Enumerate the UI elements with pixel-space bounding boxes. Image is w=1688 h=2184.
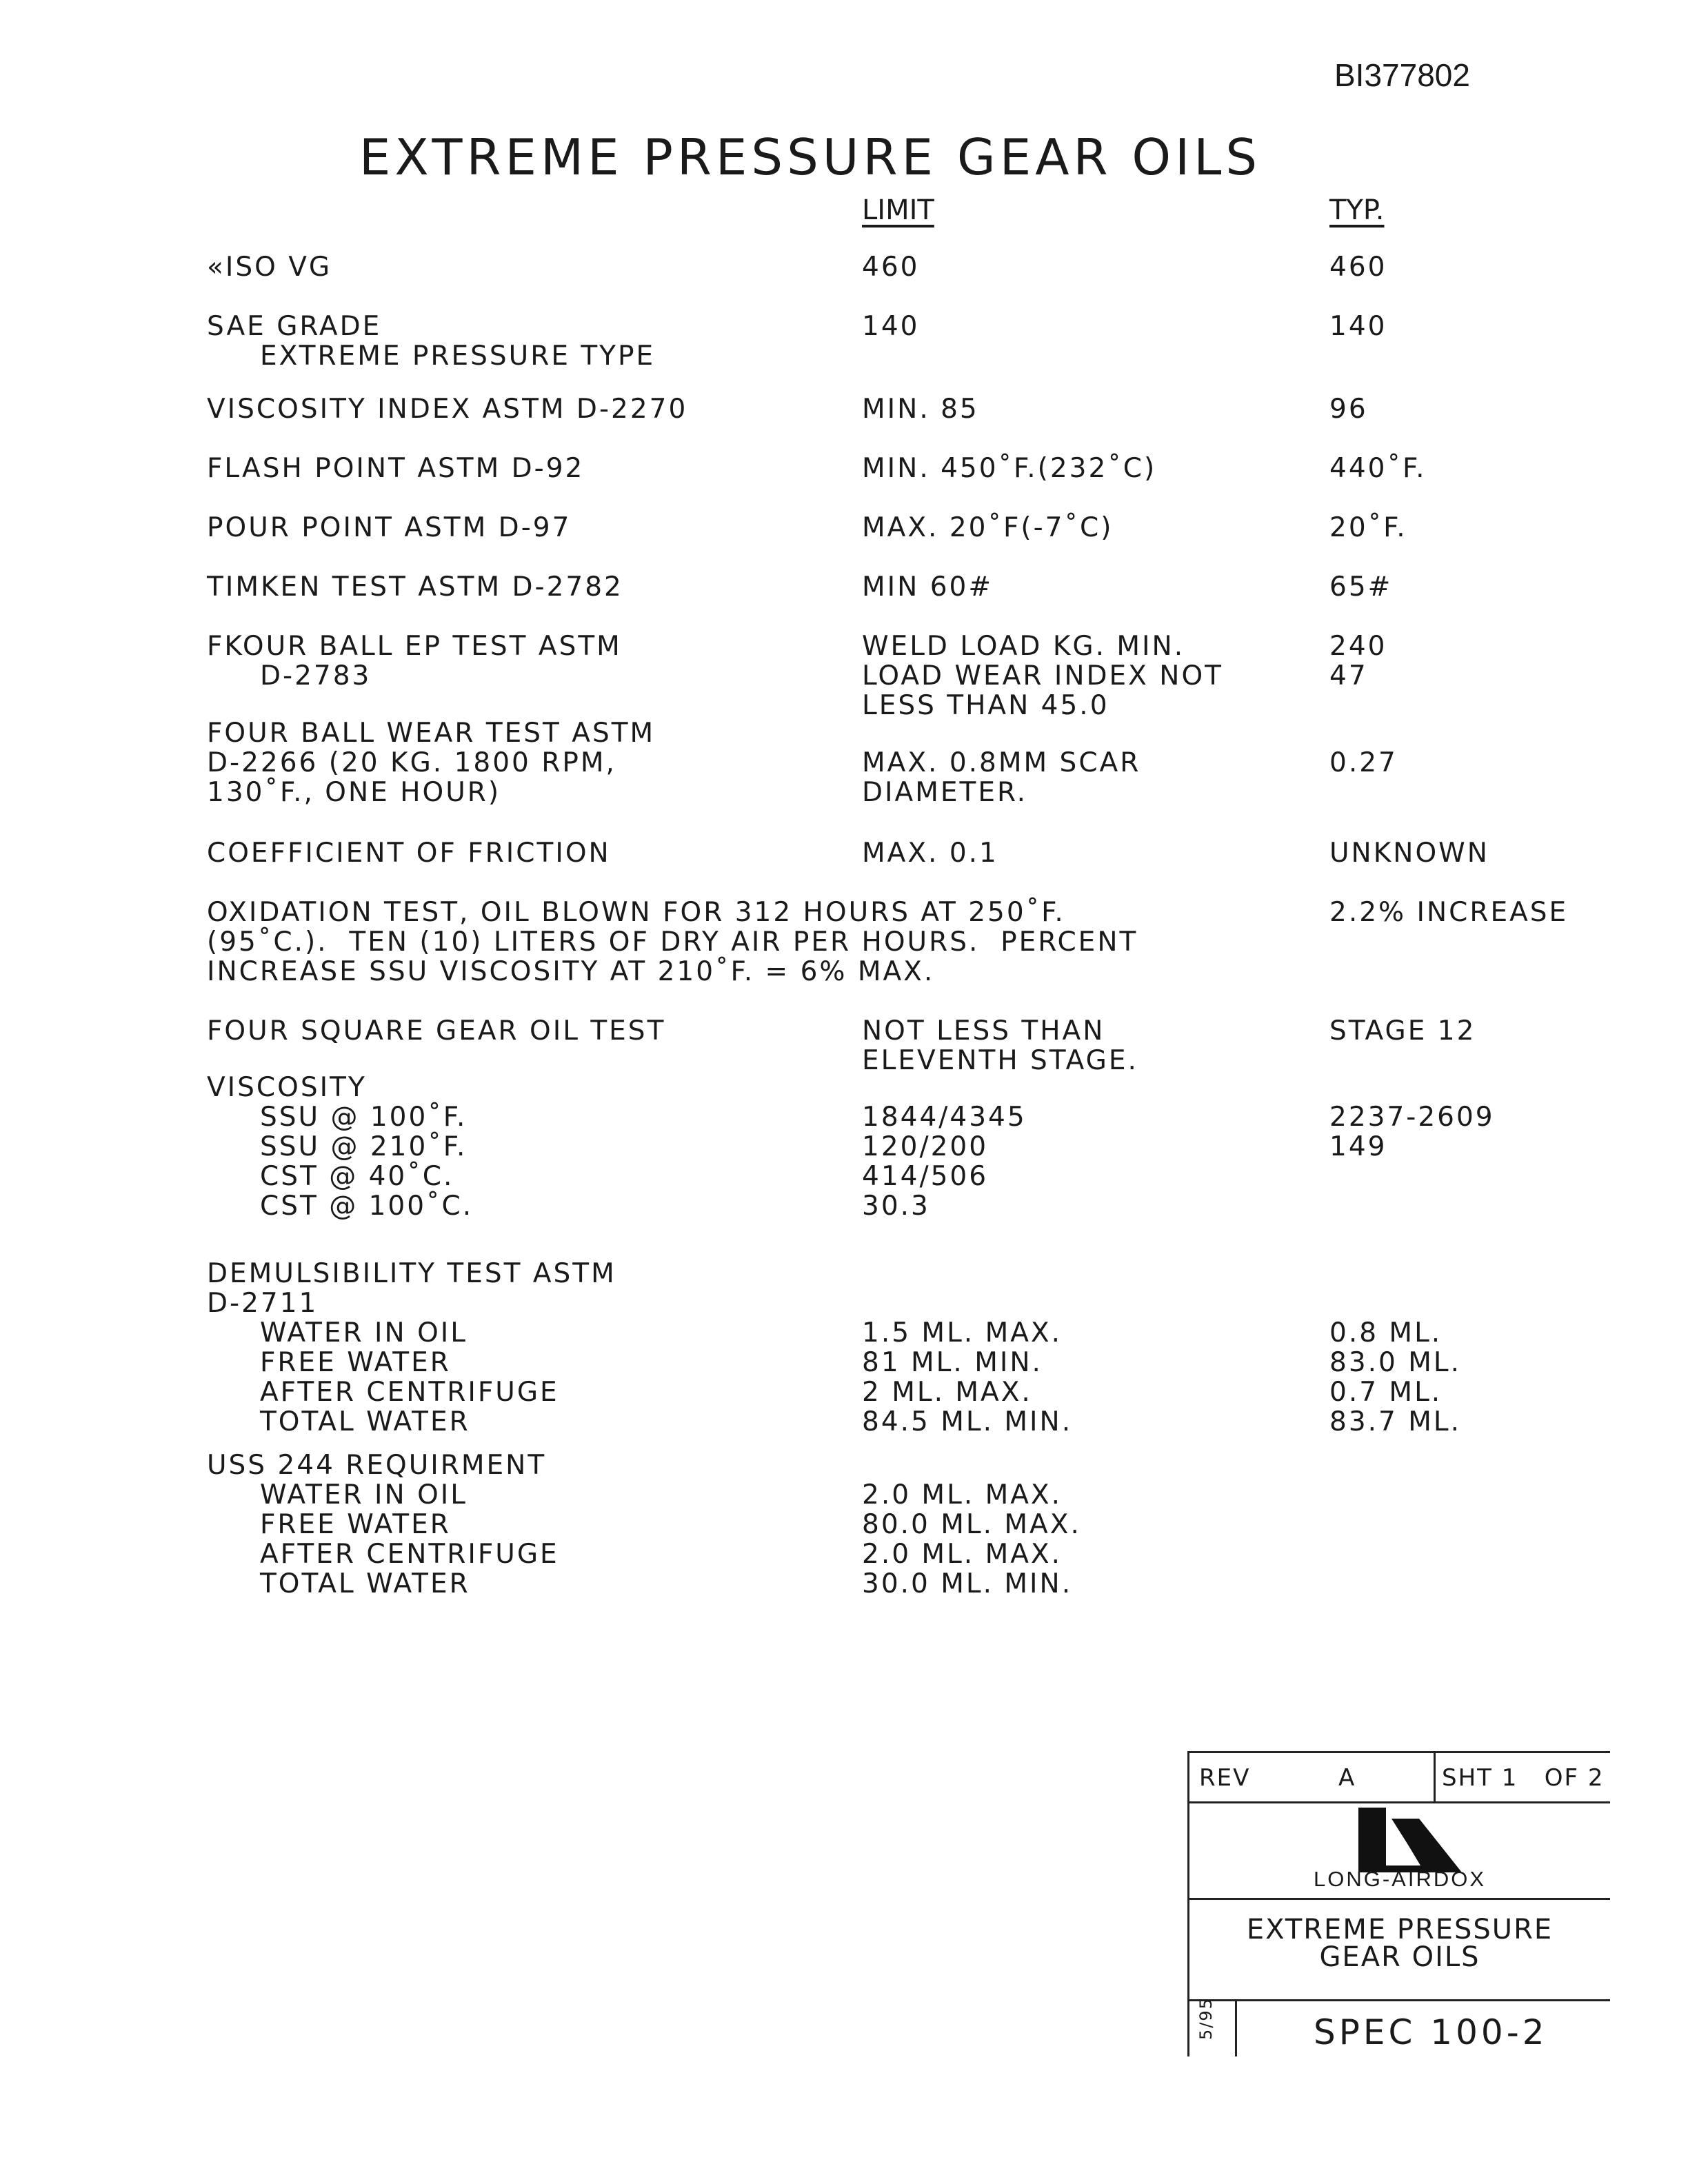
row-limit: 81 ML. MIN.	[862, 1347, 1043, 1378]
row-typ: 240	[1329, 631, 1387, 662]
company-logo-area	[1189, 1803, 1610, 1900]
row-name: OXIDATION TEST, OIL BLOWN FOR 312 HOURS AT 250˚F.	[207, 897, 1065, 928]
row-typ: 83.7 ML.	[1329, 1406, 1462, 1437]
row-limit: 84.5 ML. MIN.	[862, 1406, 1073, 1437]
revision-date: 5/95	[1196, 1997, 1216, 2040]
row-limit: MAX. 20˚F(-7˚C)	[862, 512, 1114, 543]
row-limit: MIN. 450˚F.(232˚C)	[862, 453, 1157, 484]
row-typ: 0.8 ML.	[1329, 1317, 1443, 1348]
row-limit: 460	[862, 252, 920, 283]
rev-value: A	[1338, 1764, 1356, 1792]
row-limit: 2.0 ML. MAX.	[862, 1479, 1063, 1510]
row-typ: 140	[1329, 311, 1387, 342]
row-limit: 120/200	[862, 1131, 989, 1162]
row-limit: LOAD WEAR INDEX NOT	[862, 660, 1223, 691]
sheet-number: SHT 1 OF 2	[1442, 1764, 1605, 1792]
row-name: AFTER CENTRIFUGE	[207, 1377, 559, 1408]
row-limit: DIAMETER.	[862, 777, 1028, 808]
row-name: TIMKEN TEST ASTM D-2782	[207, 572, 623, 603]
row-typ: 0.7 ML.	[1329, 1377, 1443, 1408]
row-name: D-2711	[207, 1288, 319, 1319]
row-limit: 140	[862, 311, 920, 342]
row-typ: 65#	[1329, 572, 1393, 603]
description-line-2: GEAR OILS	[1319, 1941, 1480, 1973]
row-name: FKOUR BALL EP TEST ASTM	[207, 631, 622, 662]
row-name: CST @ 100˚C.	[207, 1191, 474, 1222]
row-limit: MIN. 85	[862, 394, 979, 425]
row-limit: 1844/4345	[862, 1102, 1027, 1133]
row-limit: 80.0 ML. MAX.	[862, 1509, 1081, 1540]
row-typ: 0.27	[1329, 747, 1398, 778]
row-typ: 83.0 ML.	[1329, 1347, 1462, 1378]
row-name: (95˚C.). TEN (10) LITERS OF DRY AIR PER HOURS. PERCENT	[207, 927, 1138, 958]
divider	[1434, 1753, 1436, 1801]
row-limit: MIN 60#	[862, 572, 994, 603]
spec-number: SPEC 100-2	[1314, 2012, 1548, 2052]
column-header-limit: LIMIT	[862, 194, 934, 226]
row-name: POUR POINT ASTM D-97	[207, 512, 572, 543]
row-typ: 96	[1329, 394, 1368, 425]
row-name: TOTAL WATER	[207, 1568, 470, 1599]
row-name: FREE WATER	[207, 1347, 451, 1378]
row-name: FOUR SQUARE GEAR OIL TEST	[207, 1015, 666, 1046]
long-airdox-logo-icon	[1358, 1808, 1462, 1872]
row-name: VISCOSITY INDEX ASTM D-2270	[207, 394, 688, 425]
row-typ: 440˚F.	[1329, 453, 1427, 484]
row-name: «ISO VG	[207, 252, 332, 283]
row-name: INCREASE SSU VISCOSITY AT 210˚F. = 6% MAX.	[207, 956, 935, 987]
row-limit: 30.0 ML. MIN.	[862, 1568, 1073, 1599]
company-name: LONG-AIRDOX	[1313, 1867, 1487, 1891]
row-limit: 1.5 ML. MAX.	[862, 1317, 1063, 1348]
row-name: SSU @ 210˚F.	[207, 1131, 468, 1162]
row-limit: 414/506	[862, 1161, 989, 1192]
row-name: COEFFICIENT OF FRICTION	[207, 838, 611, 869]
drawing-description	[1189, 1900, 1610, 2001]
row-name: 130˚F., ONE HOUR)	[207, 777, 501, 808]
row-name: TOTAL WATER	[207, 1406, 470, 1437]
revision-row	[1189, 1753, 1610, 1803]
row-limit: LESS THAN 45.0	[862, 690, 1109, 721]
row-typ: 460	[1329, 252, 1387, 283]
row-typ: 2237-2609	[1329, 1102, 1495, 1133]
row-typ: 149	[1329, 1131, 1387, 1162]
row-limit: NOT LESS THAN	[862, 1015, 1105, 1046]
row-typ: 47	[1329, 660, 1368, 691]
row-typ: 2.2% INCREASE	[1329, 897, 1569, 928]
column-header-typ: TYP.	[1329, 194, 1385, 226]
row-limit: MAX. 0.8MM SCAR	[862, 747, 1141, 778]
row-limit: 30.3	[862, 1191, 930, 1222]
row-name: EXTREME PRESSURE TYPE	[207, 341, 656, 372]
row-name: SSU @ 100˚F.	[207, 1102, 468, 1133]
row-typ: UNKNOWN	[1329, 838, 1489, 869]
row-name: WATER IN OIL	[207, 1479, 468, 1510]
row-limit: MAX. 0.1	[862, 838, 998, 869]
row-name: FREE WATER	[207, 1509, 451, 1540]
title-block	[1187, 1751, 1610, 2056]
rev-label: REV	[1199, 1764, 1251, 1792]
row-limit: WELD LOAD KG. MIN.	[862, 631, 1185, 662]
row-limit: 2 ML. MAX.	[862, 1377, 1032, 1408]
row-name: VISCOSITY	[207, 1072, 367, 1103]
row-name: SAE GRADE	[207, 311, 382, 342]
row-name: FOUR BALL WEAR TEST ASTM	[207, 718, 656, 749]
row-name: D-2266 (20 KG. 1800 RPM,	[207, 747, 616, 778]
spec-row	[1189, 1997, 1610, 2056]
divider	[1235, 2001, 1237, 2056]
row-name: DEMULSIBILITY TEST ASTM	[207, 1258, 616, 1289]
row-name: USS 244 REQUIRMENT	[207, 1450, 547, 1481]
document-id: BI377802	[1334, 57, 1470, 93]
row-typ: 20˚F.	[1329, 512, 1407, 543]
description-line-1: EXTREME PRESSURE	[1246, 1914, 1554, 1945]
row-name: D-2783	[207, 660, 372, 691]
row-name: AFTER CENTRIFUGE	[207, 1539, 559, 1570]
row-limit: 2.0 ML. MAX.	[862, 1539, 1063, 1570]
row-name: FLASH POINT ASTM D-92	[207, 453, 585, 484]
row-name: CST @ 40˚C.	[207, 1161, 454, 1192]
page-title: EXTREME PRESSURE GEAR OILS	[359, 128, 1262, 186]
row-typ: STAGE 12	[1329, 1015, 1476, 1046]
row-limit: ELEVENTH STAGE.	[862, 1045, 1138, 1076]
row-name: WATER IN OIL	[207, 1317, 468, 1348]
